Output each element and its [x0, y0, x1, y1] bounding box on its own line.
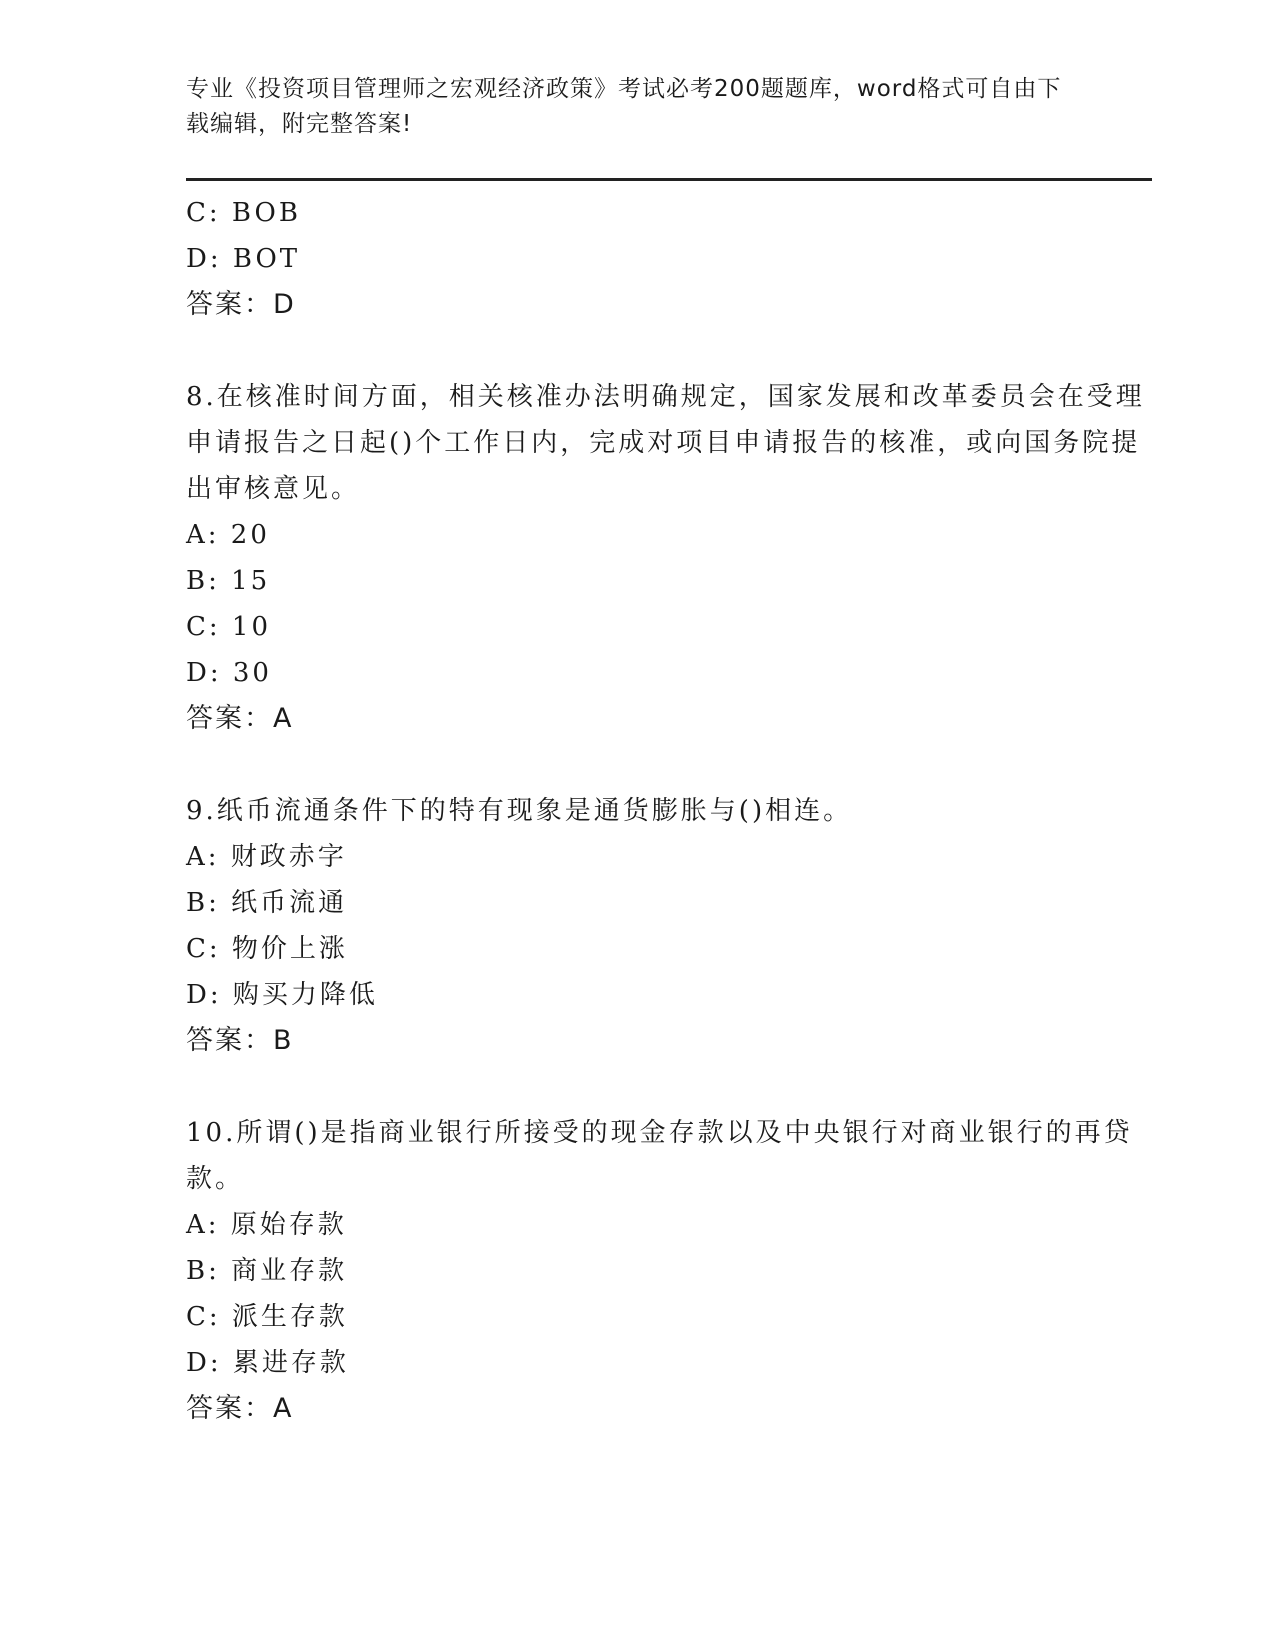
question-list	[186, 190, 1146, 1432]
question-7-fragment	[186, 190, 1146, 328]
document-header: 专业《投资项目管理师之宏观经济政策》考试必考200题题库，word格式可自由下载编辑，附完整答案!	[186, 76, 1062, 137]
question-stem: 8.在核准时间方面，相关核准办法明确规定，国家发展和改革委员会在受理申请报告之日起()个工作日内，完成对项目申请报告的核准，或向国务院提出审核意见。	[186, 382, 1145, 504]
answer-label: 答案：B	[186, 1025, 294, 1056]
option-c: C: 物价上涨	[186, 934, 348, 964]
question-stem: 10.所谓()是指商业银行所接受的现金存款以及中央银行对商业银行的再贷款。	[186, 1118, 1133, 1194]
question-9	[186, 788, 1146, 1064]
question-10	[186, 1110, 1146, 1432]
question-stem: 9.纸币流通条件下的特有现象是通货膨胀与()相连。	[186, 796, 853, 826]
answer-label: 答案：A	[186, 703, 294, 734]
option-a: A: 原始存款	[186, 1210, 347, 1240]
option-c: C: 10	[186, 612, 272, 642]
question-8	[186, 374, 1146, 742]
option-d: D: BOT	[186, 244, 301, 274]
header-divider	[186, 178, 1152, 181]
option-c: C: BOB	[186, 198, 301, 228]
option-d: D: 30	[186, 658, 272, 688]
option-c: C: 派生存款	[186, 1302, 348, 1332]
option-d: D: 购买力降低	[186, 980, 378, 1010]
answer-label: 答案：A	[186, 1393, 294, 1424]
option-b: B: 15	[186, 566, 271, 596]
option-b: B: 纸币流通	[186, 888, 348, 918]
option-a: A: 财政赤字	[186, 842, 347, 872]
option-b: B: 商业存款	[186, 1256, 348, 1286]
answer-label: 答案：D	[186, 289, 296, 320]
option-a: A: 20	[186, 520, 270, 550]
option-d: D: 累进存款	[186, 1348, 349, 1378]
